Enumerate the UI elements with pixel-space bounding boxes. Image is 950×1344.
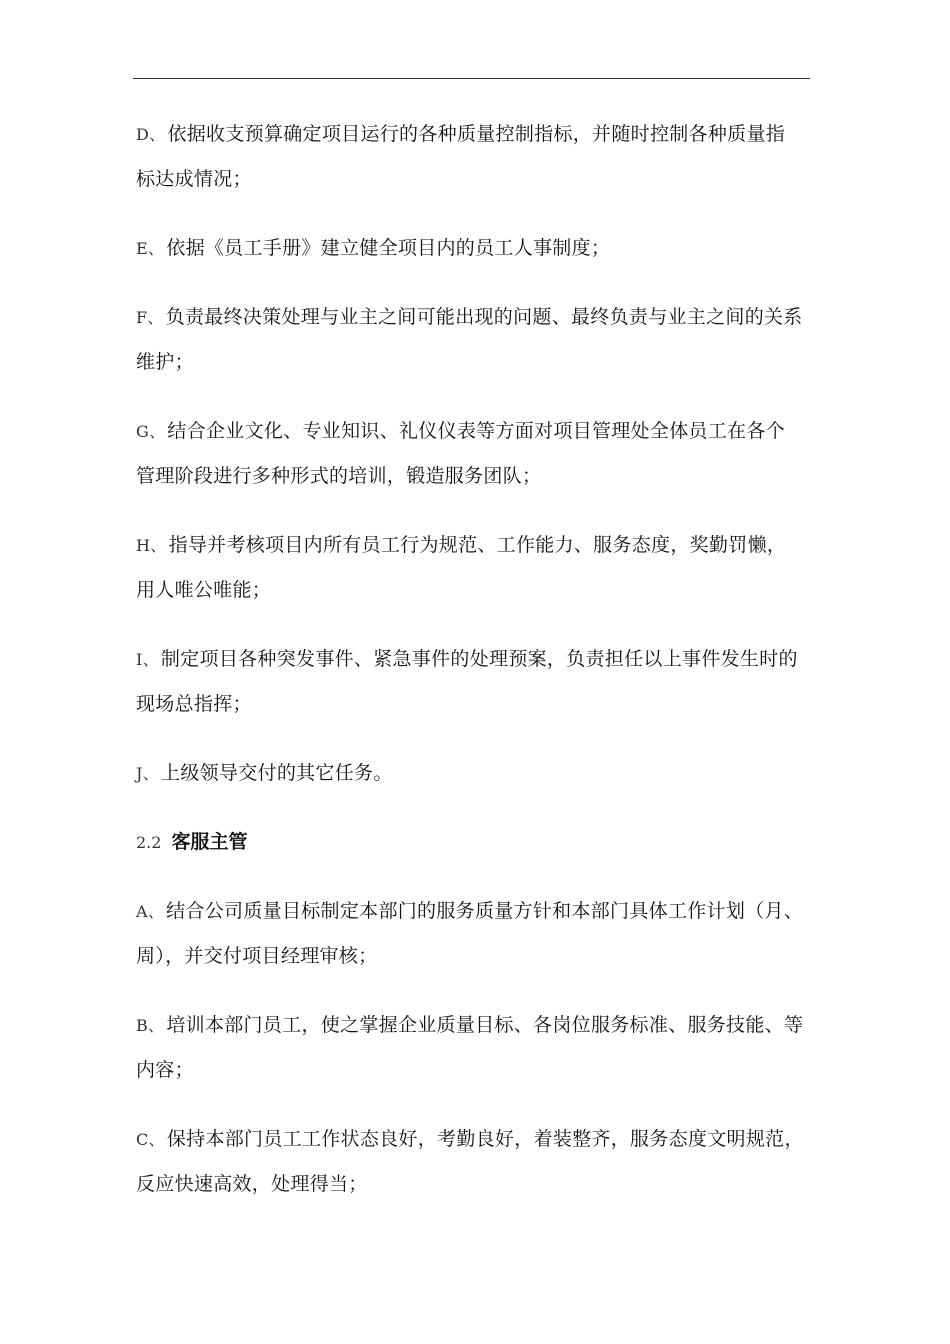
list-item-text: 指导并考核项目内所有员工行为规范、工作能力、服务态度，奖勤罚懒，用人唯公唯能； — [136, 534, 787, 601]
list-item-text: 依据《员工手册》建立健全项目内的员工人事制度； — [166, 237, 611, 259]
list-item-text: 结合公司质量目标制定本部门的服务质量方针和本部门具体工作计划（月、周），并交付项目经理审核； — [136, 900, 804, 967]
list-marker: B、 — [136, 1016, 165, 1035]
header-rule — [133, 78, 810, 79]
document-body — [136, 112, 804, 1231]
list-item-j — [136, 751, 804, 796]
list-marker: F、 — [136, 308, 164, 327]
list-item-e — [136, 226, 804, 271]
list-item-text: 依据收支预算确定项目运行的各种质量控制指标，并随时控制各种质量指标达成情况； — [136, 123, 786, 190]
section-title: 客服主管 — [171, 831, 248, 853]
list-item-b — [136, 1003, 804, 1093]
list-marker: D、 — [136, 125, 166, 144]
list-marker: I、 — [136, 650, 159, 669]
list-item-text: 制定项目各种突发事件、紧急事件的处理预案，负责担任以上事件发生时的现场总指挥； — [136, 648, 798, 715]
list-marker: H、 — [136, 536, 167, 555]
list-item-text: 保持本部门员工工作状态良好，考勤良好，着装整齐，服务态度文明规范，反应快速高效，处理得当； — [136, 1128, 804, 1195]
list-item-text: 负责最终决策处理与业主之间可能出现的问题、最终负责与业主之间的关系维护； — [136, 306, 803, 373]
list-marker: A、 — [136, 902, 165, 921]
list-marker: J、 — [136, 764, 160, 783]
list-item-i — [136, 637, 804, 727]
list-item-text: 结合企业文化、专业知识、礼仪仪表等方面对项目管理处全体员工在各个管理阶段进行多种形式的培训，锻造服务团队； — [136, 420, 785, 487]
section-number: 2.2 — [136, 833, 162, 852]
list-item-text: 培训本部门员工，使之掌握企业质量目标、各岗位服务标准、服务技能、等内容； — [136, 1014, 804, 1081]
list-item-text: 上级领导交付的其它任务。 — [161, 762, 393, 784]
list-marker: G、 — [136, 422, 166, 441]
list-item-d — [136, 112, 804, 202]
list-item-a — [136, 889, 804, 979]
list-item-c — [136, 1117, 804, 1207]
list-item-g — [136, 409, 804, 499]
list-marker: E、 — [136, 239, 165, 258]
list-item-h — [136, 523, 804, 613]
list-item-f — [136, 295, 804, 385]
section-heading — [136, 820, 804, 865]
list-marker: C、 — [136, 1130, 165, 1149]
